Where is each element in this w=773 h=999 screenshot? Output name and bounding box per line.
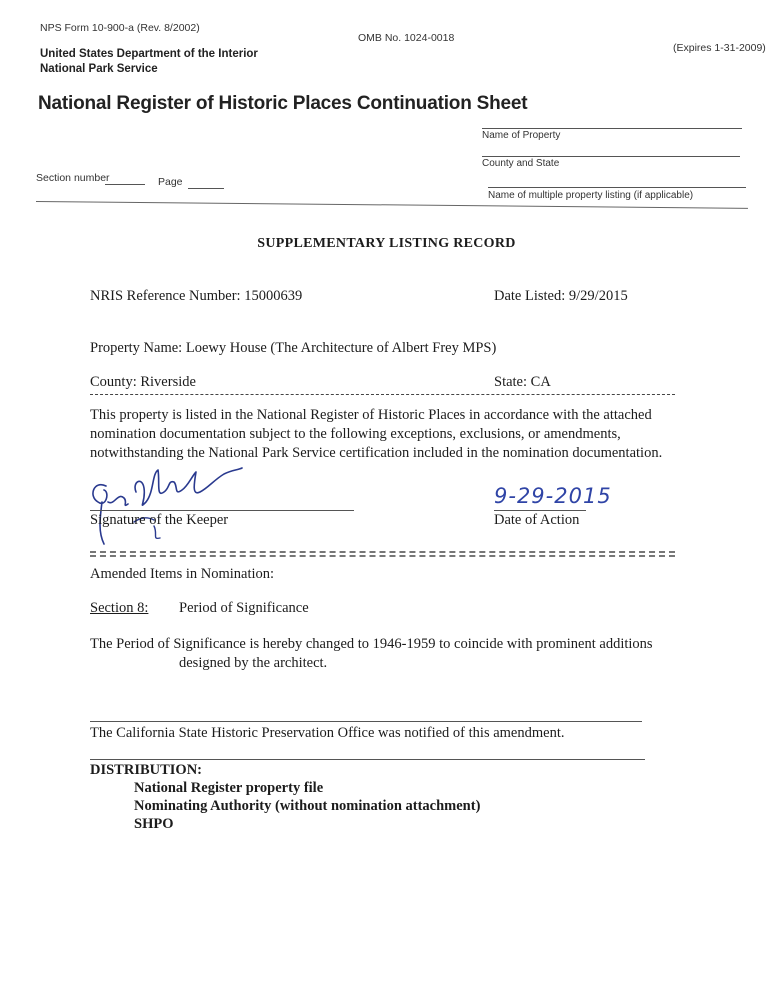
dashed-divider	[90, 394, 675, 395]
double-rule-top	[90, 551, 675, 553]
record-title: SUPPLEMENTARY LISTING RECORD	[257, 236, 516, 251]
property-name: Property Name: Loewy House (The Architecture of Albert Frey MPS)	[90, 340, 497, 356]
handwritten-date: 9-29-2015	[494, 484, 612, 508]
header-rule	[36, 201, 748, 209]
expiration-date: (Expires 1-31-2009)	[673, 42, 766, 54]
listing-statement: This property is listed in the National Register of Historic Places in accordance with the attached nomination documentation subject to the following exceptions, exclusions, or amendments, notwithstanding the National Park Service certification included in the nomination documentation.	[90, 407, 663, 461]
multiple-listing-caption: Name of multiple property listing (if applicable)	[488, 190, 694, 201]
amendment-line-1: The Period of Significance is hereby changed to 1946-1959 to coincide with prominent additions	[90, 636, 653, 652]
section-number-blank	[105, 184, 145, 185]
county: County: Riverside	[90, 374, 196, 390]
form-identifier: NPS Form 10-900-a (Rev. 8/2002)	[40, 22, 200, 34]
distribution-title: DISTRIBUTION:	[90, 762, 202, 778]
multiple-listing-line	[488, 187, 746, 188]
agency-name: National Park Service	[40, 63, 158, 75]
page-label: Page	[158, 176, 183, 188]
keeper-signature	[84, 462, 244, 550]
county-state-line	[482, 156, 740, 157]
date-line	[494, 510, 586, 511]
section-8-label: Section 8:	[90, 600, 149, 616]
notice-rule-bottom	[90, 759, 645, 760]
double-rule-bottom	[90, 555, 675, 557]
county-state-caption: County and State	[482, 158, 560, 169]
signature-label: Signature of the Keeper	[90, 512, 229, 528]
date-listed: Date Listed: 9/29/2015	[494, 288, 628, 304]
period-of-significance-text	[90, 635, 690, 673]
distribution-item: SHPO	[134, 816, 174, 832]
state: State: CA	[494, 374, 551, 390]
amendment-line-2: designed by the architect.	[179, 655, 328, 671]
notice-rule-top	[90, 721, 642, 722]
nris-reference-number: NRIS Reference Number: 15000639	[90, 288, 303, 304]
amended-items-heading: Amended Items in Nomination:	[90, 566, 275, 582]
sheet-title: National Register of Historic Places Continuation Sheet	[38, 93, 528, 114]
omb-number: OMB No. 1024-0018	[358, 32, 455, 44]
page-blank	[188, 188, 224, 189]
distribution-item: Nominating Authority (without nomination attachment)	[134, 798, 481, 814]
department-name: United States Department of the Interior	[40, 48, 258, 60]
section-number-label: Section number	[36, 172, 110, 184]
property-name-line	[482, 128, 742, 129]
date-of-action-label: Date of Action	[494, 512, 580, 528]
distribution-item: National Register property file	[134, 780, 324, 796]
property-name-caption: Name of Property	[482, 130, 561, 141]
section-8-subject: Period of Significance	[179, 600, 309, 616]
shpo-notice: The California State Historic Preservation Office was notified of this amendment.	[90, 725, 565, 741]
signature-line	[90, 510, 354, 511]
